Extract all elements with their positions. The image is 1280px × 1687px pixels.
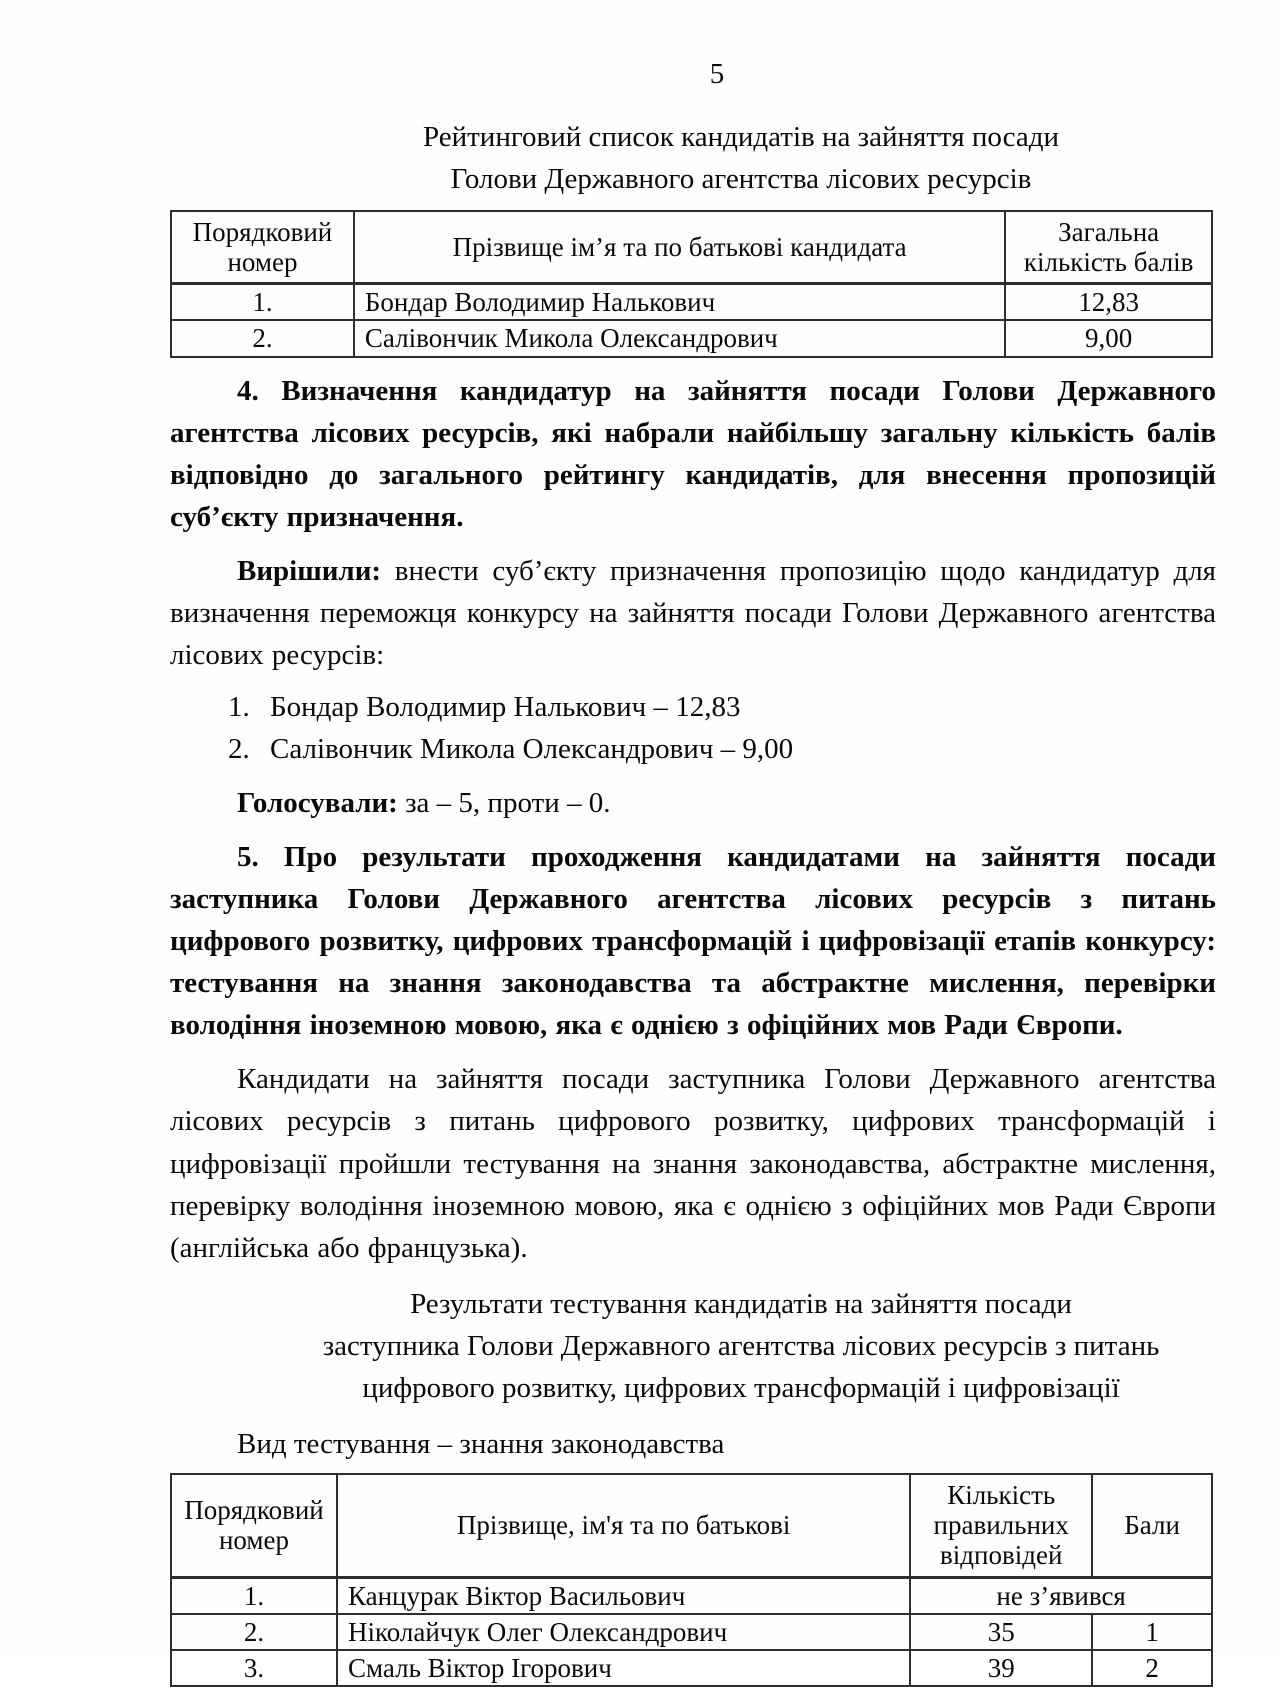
row-number-cell: 1. [171, 284, 354, 321]
results-col-header-points: Бали [1092, 1474, 1212, 1577]
points-cell: 2 [1092, 1650, 1212, 1686]
decision-label: Вирішили: [237, 554, 382, 587]
results-col-header-number: Порядковий номер [171, 1474, 337, 1577]
ranking-col-header-score: Загальна кількість балів [1005, 211, 1212, 284]
answers-cell: 39 [910, 1650, 1092, 1686]
test-type-line: Вид тестування – знання законодавства [237, 1427, 725, 1460]
decision-text: внести суб’єкту призначення пропозицію щодо кандидатур для визначення переможця конкурсу на зайняття посади Голови Державного агентства лісових ресурсів: [170, 554, 1217, 671]
voting-line [170, 782, 1216, 824]
score-cell: 9,00 [1005, 320, 1212, 356]
ranking-list-title-line1: Рейтинговий список кандидатів на зайняття посади [422, 120, 1059, 153]
test-results-title-line3: цифрового розвитку, цифрових трансформацій і цифровізації [362, 1371, 1120, 1404]
ranking-table-header-row [171, 211, 1212, 284]
results-table-row [171, 1650, 1212, 1686]
points-cell: 1 [1092, 1614, 1212, 1650]
candidate-name-cell: Бондар Володимир Налькович [354, 284, 1005, 321]
row-number-cell: 2. [171, 1614, 337, 1650]
results-col-header-answers: Кількість правильних відповідей [910, 1474, 1092, 1577]
agenda-item-4-text: Визначення кандидатур на зайняття посади Голови Державного агентства лісових ресурсів, які набрали найбільшу загальну кількість балів відповідно до загального рейтингу кандидатів, для внесення пропозицій суб’єкту призначення. [170, 374, 1216, 533]
candidates-testing-paragraph: Кандидати на зайняття посади заступника Голови Державного агентства лісових ресурсів з питань цифрового розвитку, цифрових трансформацій і цифровізації пройшли тестування на знання законодавства, абстрактне мислення, перевірку володіння іноземною мовою, яка є однією з офіційних мов Ради Європи (англійська або французька). [170, 1063, 1216, 1264]
ranking-table [170, 210, 1213, 358]
agenda-item-4-number: 4. [237, 374, 259, 407]
agenda-item-5-text: Про результати проходження кандидатами на зайняття посади заступника Голови Державного агентства лісових ресурсів з питань цифрового розвитку, цифрових трансформацій і цифровізації етапів конкурсу: тестування на знання законодавства та абстрактне мислення, перевірки володіння іноземною мовою, яка є однією з офіційних мов Ради Європи. [170, 841, 1217, 1042]
test-results-title-line1: Результати тестування кандидатів на зайняття посади [410, 1287, 1072, 1320]
list-item-text: Салівончик Микола Олександрович – 9,00 [270, 733, 794, 766]
ranking-col-header-number: Порядковий номер [171, 211, 354, 284]
list-item [170, 728, 1216, 770]
answers-cell: не з’явився [910, 1577, 1212, 1614]
candidate-name-cell: Ніколайчук Олег Олександрович [337, 1614, 910, 1650]
agenda-item-5-number: 5. [237, 841, 259, 874]
ranking-list-title-line2: Голови Державного агентства лісових ресурсів [450, 162, 1032, 195]
voting-result: за – 5, проти – 0. [405, 787, 611, 820]
candidate-name-cell: Канцурак Віктор Васильович [337, 1577, 910, 1614]
ranking-col-header-name: Прізвище ім’я та по батькові кандидата [354, 211, 1005, 284]
list-item [170, 686, 1216, 728]
results-table-row [171, 1614, 1212, 1650]
list-item-number: 1. [228, 691, 250, 724]
candidate-name-cell: Смаль Віктор Ігорович [337, 1650, 910, 1686]
test-results-title-line2: заступника Голови Державного агентства лісових ресурсів з питань [322, 1329, 1160, 1362]
decision-paragraph [170, 550, 1216, 676]
ranking-list-title [170, 116, 1216, 200]
voting-label: Голосували: [237, 787, 398, 820]
list-item-number: 2. [228, 733, 250, 766]
answers-cell: 35 [910, 1614, 1092, 1650]
candidate-list [170, 686, 1216, 770]
results-table-header-row [171, 1474, 1212, 1577]
row-number-cell: 1. [171, 1577, 337, 1614]
ranking-table-row [171, 320, 1212, 356]
agenda-item-5 [170, 836, 1216, 1046]
row-number-cell: 3. [171, 1650, 337, 1686]
row-number-cell: 2. [171, 320, 354, 356]
ranking-table-row [171, 284, 1212, 321]
candidate-name-cell: Салівончик Микола Олександрович [354, 320, 1005, 356]
test-results-table [170, 1473, 1213, 1687]
score-cell: 12,83 [1005, 284, 1212, 321]
test-results-title [170, 1283, 1216, 1409]
agenda-item-4 [170, 370, 1216, 538]
results-table-row [171, 1577, 1212, 1614]
list-item-text: Бондар Володимир Налькович – 12,83 [270, 691, 741, 724]
page-number: 5 [709, 58, 725, 90]
results-col-header-name: Прізвище, ім'я та по батькові [337, 1474, 910, 1577]
